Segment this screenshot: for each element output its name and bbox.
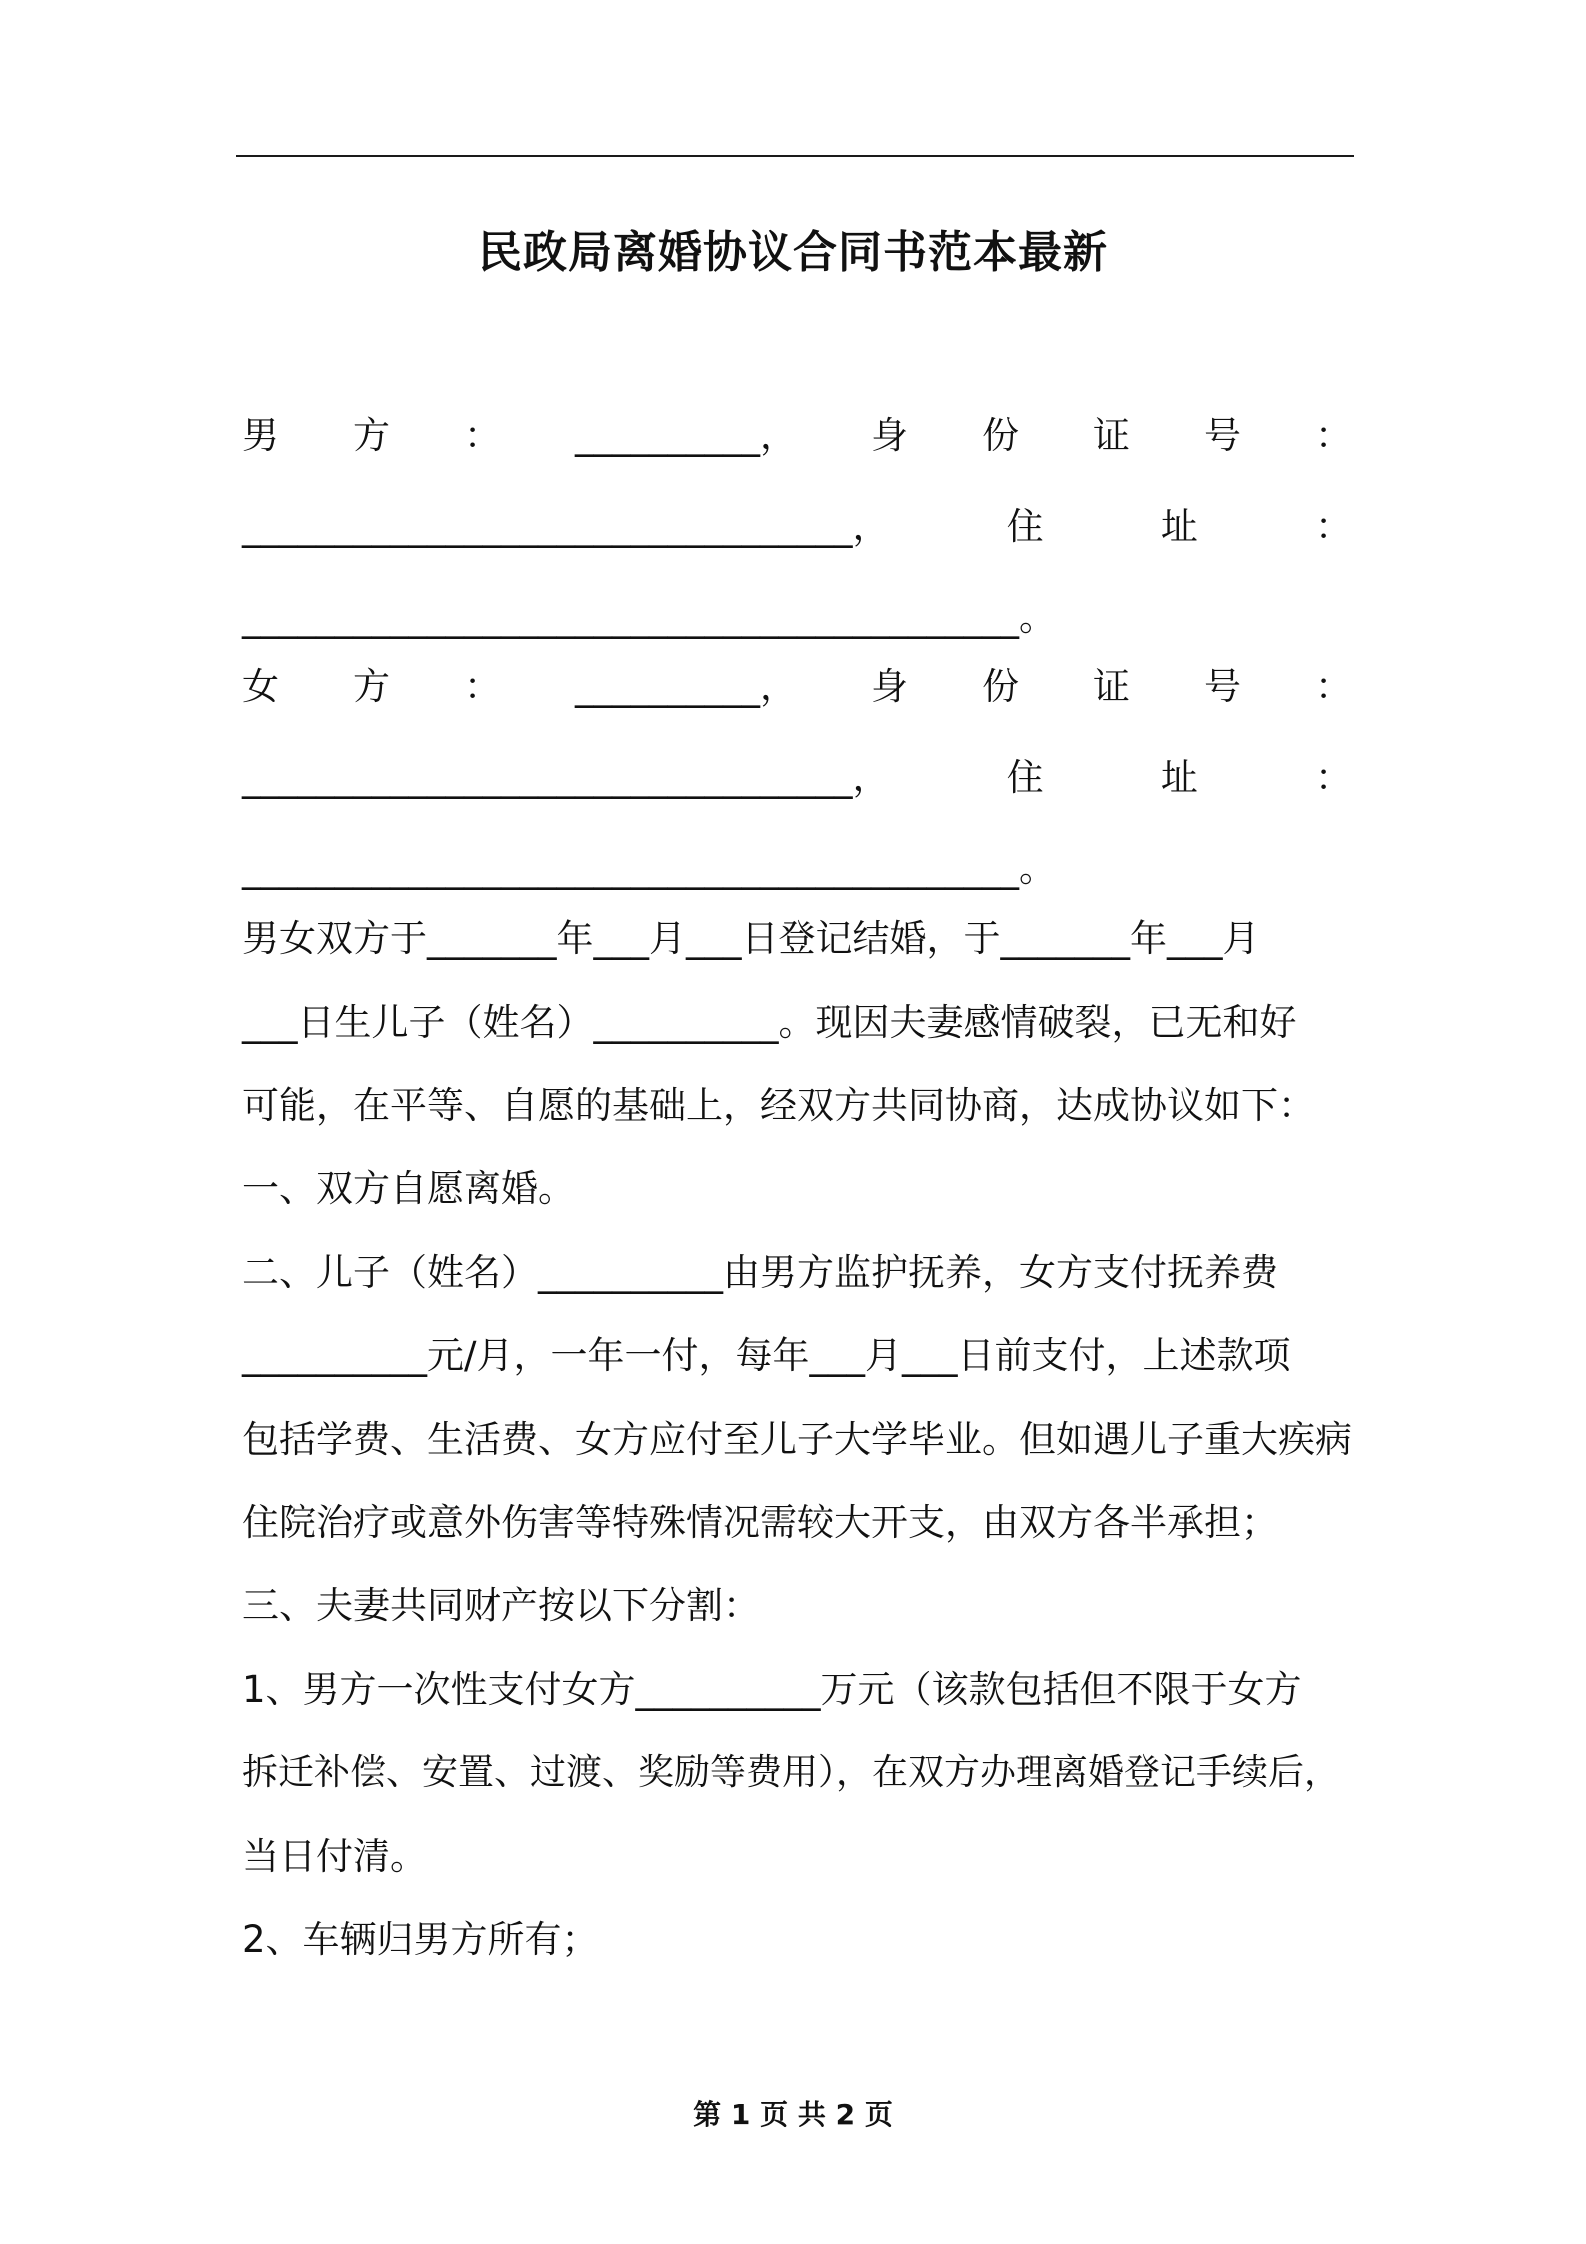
male-address-blank: __________________________________________。: [242, 596, 1056, 639]
body-line: 可能，在平等、自愿的基础上，经双方共同协商，达成协议如下：: [242, 1084, 1315, 1127]
male-label-colon: ：: [464, 414, 501, 457]
body-line: 当日付清。: [242, 1835, 427, 1878]
male-id-line: [242, 502, 1352, 552]
page-number: 第 1 页 共 2 页: [693, 2098, 893, 2131]
sub-clause-2: 2、车辆归男方所有；: [242, 1918, 599, 1961]
document-title: 民政局离婚协议合同书范本最新: [478, 227, 1108, 278]
id-label-char: 号: [1204, 665, 1241, 708]
body-line: 包括学费、生活费、女方应付至儿子大学毕业。但如遇儿子重大疾病: [242, 1418, 1352, 1461]
sub-clause-1: 1、男方一次性支付女方__________万元（该款包括但不限于女方: [242, 1668, 1302, 1711]
body-line: ___日生儿子（姓名）__________。现因夫妻感情破裂，已无和好: [242, 1001, 1297, 1044]
body-line: 拆迁补偿、安置、过渡、奖励等费用），在双方办理离婚登记手续后，: [242, 1752, 1341, 1793]
female-id-blank: _________________________________，: [242, 756, 890, 799]
body-line: __________元/月，一年一付，每年___月___日前支付，上述款项: [242, 1334, 1291, 1377]
female-label-colon: ：: [464, 665, 501, 708]
id-label-char: 份: [982, 665, 1019, 708]
female-id-line: [242, 753, 1352, 803]
id-label-colon: ：: [1315, 414, 1352, 457]
id-label-char: 号: [1204, 414, 1241, 457]
clause-2: 二、儿子（姓名）__________由男方监护抚养，女方支付抚养费: [242, 1251, 1278, 1294]
body-line: 男女双方于_______年___月___日登记结婚，于_______年___月: [242, 917, 1260, 960]
male-label-char: 男: [242, 414, 279, 457]
address-label-char: 住: [1006, 756, 1044, 799]
male-name-blank: __________，: [575, 414, 797, 457]
male-party-line: [242, 411, 1352, 461]
id-label-colon: ：: [1315, 665, 1352, 708]
clause-1: 一、双方自愿离婚。: [242, 1167, 575, 1210]
clause-3: 三、夫妻共同财产按以下分割：: [242, 1584, 760, 1627]
address-label-colon: ：: [1314, 756, 1352, 799]
male-id-blank: _________________________________，: [242, 505, 890, 548]
address-label-char: 址: [1160, 756, 1198, 799]
id-label-char: 证: [1093, 414, 1130, 457]
id-label-char: 身: [871, 414, 908, 457]
header-rule: [236, 155, 1354, 157]
address-label-char: 址: [1160, 505, 1198, 548]
body-line: 住院治疗或意外伤害等特殊情况需较大开支，由双方各半承担；: [242, 1501, 1278, 1544]
female-address-blank: __________________________________________。: [242, 847, 1056, 890]
address-label-colon: ：: [1314, 505, 1352, 548]
id-label-char: 份: [982, 414, 1019, 457]
id-label-char: 身: [871, 665, 908, 708]
female-label-char: 女: [242, 665, 279, 708]
female-name-blank: __________，: [575, 665, 797, 708]
female-label-char: 方: [353, 665, 390, 708]
id-label-char: 证: [1093, 665, 1130, 708]
male-label-char: 方: [353, 414, 390, 457]
address-label-char: 住: [1006, 505, 1044, 548]
female-party-line: [242, 662, 1352, 712]
